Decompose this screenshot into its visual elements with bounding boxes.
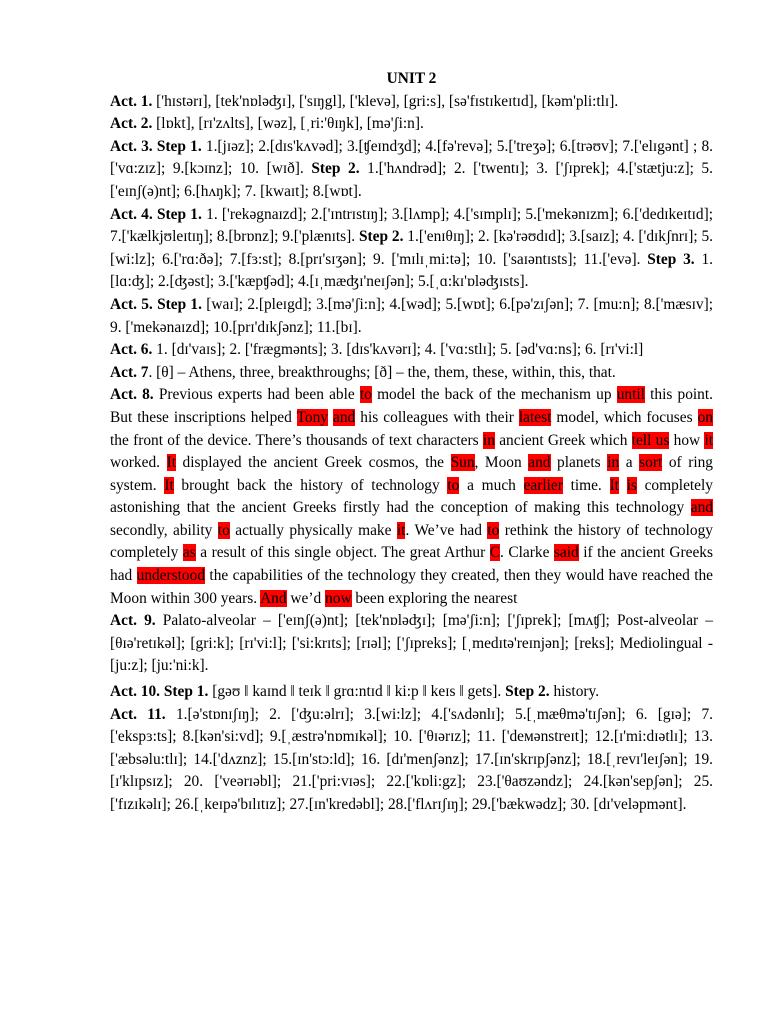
act-1 xyxy=(110,91,713,114)
act-5-step1-label: Step 1. xyxy=(157,295,202,313)
act-8-t2: model the back of the mechanism up xyxy=(371,386,617,404)
act-2-label: Act. 2. xyxy=(110,115,153,133)
act-7-label: Act. 7 xyxy=(110,363,149,381)
act-2-text: [lɒkt], [rɪ'zʌlts], [wəz], [ˌri:'θɪŋk], [mə'ʃi:n]. xyxy=(156,115,424,133)
act-8-t22: , Moon xyxy=(474,454,529,472)
highlight-word: to xyxy=(217,521,230,539)
act-1-label: Act. 1. xyxy=(110,92,153,110)
act-4-step2-label: Step 2. xyxy=(358,228,404,246)
act-3-step2-label: Step 2. xyxy=(311,160,360,178)
act-3-step1-text: 1.[jɪəz]; 2.[dɪs'kʌvəd]; 3.[ʧeɪndʒd]; 4.[fə'revə]; 5.['treʒə]; 6.[trəʊv]; 7.['elɪgənt] ; 8.['vɑ:zɪz]; 9.[kɔɪnz]; 10. [wɪð]. xyxy=(110,137,713,178)
act-5-label: Act. 5. xyxy=(110,295,153,313)
act-11-line1: 1.[ə'stɒnɪʃɪŋ]; 2. ['ʤu:əlrɪ]; 3.[wi:lz]; 4.['sʌdənlɪ]; 5.[ˌmæθmə'tɪʃən]; 6. [gɪə]; 7.['ekspɜ:ts]; 8.[kən'si:vd]; 9.[ˌæstrə'nɒmɪkəl]; 10. ['θɪərɪz]; 11. xyxy=(110,705,713,746)
highlight-word: in xyxy=(482,431,495,449)
highlight-word: now xyxy=(325,589,352,607)
act-11-line2: ['deмənstreɪt]; 12.[ɪ'mi:dɪətlɪ]; 13. ['æbsəlu:tlɪ]; 14.['dʌznz]; 15.[ɪn'stɔ:ld]; 16. [dɪ'menʃənz]; 17.[ɪn'skrɪpʃənz]; 18.[ˌrevɪ'leɪʃən]; 19. [ɪ'klɪpsɪz]; 20. ['veərɪəbl]; 21.['pri:vɪəs]; 22.['kɒli:gz]; 23.['θaʊzəndz]; 24.[kən'sepʃən]; 25. xyxy=(110,728,713,791)
highlight-word: and xyxy=(690,499,713,517)
highlight-word: Sun xyxy=(450,454,475,472)
act-10 xyxy=(110,681,713,704)
act-3-step1-label: Step 1. xyxy=(156,137,202,155)
act-8-label: Act. 8. xyxy=(110,386,154,404)
act-8-t34: time. xyxy=(562,476,610,494)
act-11 xyxy=(110,704,713,817)
act-6-label: Act. 6. xyxy=(110,341,153,359)
highlight-word: in xyxy=(607,454,620,472)
act-8-t30: brought back the history of technology xyxy=(173,476,448,494)
act-7 xyxy=(110,362,713,385)
act-10-label: Act. 10. xyxy=(110,683,161,701)
act-4 xyxy=(110,204,713,294)
act-9 xyxy=(110,610,713,678)
act-4-label: Act. 4. xyxy=(110,205,153,223)
act-4-step3-text: 1.[lɑ:ʤ]; 2.[ʤəst]; 3.['kæpʧəd]; 4.[ɪˌmæʤɪ'neɪʃən]; 5.[ˌɑ:kɪ'ɒləʤɪsts]. xyxy=(110,250,714,291)
act-8-t12: the front of the device. There’s thousands of text characters xyxy=(110,431,483,449)
act-8 xyxy=(110,384,713,610)
unit-title: UNIT 2 xyxy=(386,70,437,87)
act-9-label: Act. 9. xyxy=(110,612,156,630)
highlight-word: said xyxy=(553,544,579,562)
act-8-t38: completely astonishing that the ancient Greeks firstly had the conception of making this technology xyxy=(110,476,713,517)
highlight-word: and xyxy=(528,454,551,472)
act-10-step2-text: history. xyxy=(553,683,600,701)
act-6 xyxy=(110,339,713,362)
highlight-word: it xyxy=(396,521,406,539)
act-8-t58: been exploring the nearest xyxy=(351,589,518,607)
act-4-step1-text: 1. ['rekəgnaɪzd]; 2.['ɪntrɪstɪŋ]; 3.[lʌmp]; 4.['sɪmplɪ]; 5.['mekənɪzm]; 6.['dedɪkeɪtɪd]; 7.['kælkjʊleɪtɪŋ]; 8.[brɒnz]; 9.['plænɪts]. xyxy=(110,205,714,246)
highlight-word: earlier xyxy=(523,476,563,494)
highlight-word: as xyxy=(182,544,196,562)
act-8-t56: we’d xyxy=(286,589,326,607)
act-8-t8: his colleagues with their xyxy=(355,408,519,426)
act-8-t42: actually physically make xyxy=(229,521,397,539)
highlight-word: It xyxy=(609,476,619,494)
highlight-word: And xyxy=(260,589,287,607)
act-8-t18: worked. xyxy=(110,454,167,472)
act-1-text: ['hɪstərɪ], [tek'nɒləʤɪ], ['sɪŋgl], ['klevə], [gri:s], [sə'fɪstɪkeɪtɪd], [kəm'pli:tlɪ]. xyxy=(156,92,619,110)
act-5-step1-text: [waɪ]; 2.[pleɪgd]; 3.[mə'ʃi:n]; 4.[wəd]; 5.[wɒt]; 6.[pə'zɪʃən]; 7. [mu:n]; 8.['mæsɪv]; 9. ['mekənaɪzd]; 10.[prɪ'dɪkʃənz]; 11.[bɪ]. xyxy=(110,295,714,336)
act-8-t44: . We’ve had xyxy=(405,521,488,539)
act-8-t52: if the ancient Greeks had xyxy=(110,544,713,585)
highlight-word: It xyxy=(164,476,174,494)
highlight-word: C xyxy=(489,544,501,562)
act-8-t28: of ring system. xyxy=(110,454,714,494)
act-8-t16: how xyxy=(669,431,705,449)
highlight-word: it xyxy=(704,431,713,449)
highlight-word: to xyxy=(487,521,500,539)
act-8-t26: a xyxy=(619,454,640,472)
act-4-step2-text: 1.['enɪθɪŋ]; 2. [kə'rəʊdɪd]; 3.[saɪz]; 4. ['dɪkʃnrɪ]; 5. [wi:lz]; 6.['rɑ:ðə]; 7.[fɜ:st]; 8.[prɪ'sɪʒən]; 9. ['mɪlɪˌmi:tə]; 10. ['saɪəntɪsts]; 11.['evə]. xyxy=(110,228,714,268)
act-8-t14: ancient Greek which xyxy=(494,431,632,449)
act-11-line3: ['fɪzɪkəlɪ]; 26.[ˌkeɪpə'bɪlɪtɪz]; 27.[ɪn'kredəbl]; 28.['flʌrɪʃɪŋ]; 29.['bækwədz]; 30. [dɪ'veləpmənt]. xyxy=(110,796,687,813)
highlight-word: sort xyxy=(639,454,663,472)
act-8-t10: model, which focuses xyxy=(551,408,698,426)
act-3-label: Act. 3. xyxy=(110,137,153,155)
act-8-t4: this point. But these inscriptions helped xyxy=(110,386,714,426)
act-3-step2-text: 1.['hʌndrəd]; 2. ['twentɪ]; 3. ['ʃɪprek]; 4.['stætju:z]; 5.['eɪnʃ(ə)nt]; 6.[hʌŋk]; 7. [kwaɪt]; 8.[wɒt]. xyxy=(110,160,713,200)
highlight-word: It xyxy=(166,454,176,472)
act-2 xyxy=(110,113,713,136)
highlight-word: and xyxy=(333,408,356,426)
highlight-word: tell us xyxy=(631,431,670,449)
highlight-word: Tony xyxy=(296,408,328,426)
act-8-t36 xyxy=(619,477,627,494)
act-8-t50: . Clarke xyxy=(500,544,554,562)
act-8-t46: rethink the history of technology completely xyxy=(110,521,713,562)
highlight-word: on xyxy=(697,408,713,426)
highlight-word: latest xyxy=(518,408,552,426)
act-4-step3-label: Step 3. xyxy=(647,250,695,268)
act-10-step2-label: Step 2. xyxy=(505,683,550,701)
act-6-text: 1. [dɪ'vaɪs]; 2. ['frægmənts]; 3. [dɪs'kʌvərɪ]; 4. ['vɑ:stlɪ]; 5. [əd'vɑ:ns]; 6. [rɪ'vi:l] xyxy=(156,341,644,359)
act-11-label: Act. 11. xyxy=(110,705,166,723)
highlight-word: to xyxy=(447,476,460,494)
act-8-t32: a much xyxy=(459,476,524,494)
act-8-t24: planets xyxy=(550,454,608,472)
act-8-t54: the capabilities of the technology they created, then they would have reached the Moon within 300 years. xyxy=(110,567,713,607)
act-10-step1-label: Step 1. xyxy=(163,683,209,701)
act-7-text: . [θ] – Athens, three, breakthroughs; [ð] – the, them, these, within, this, that. xyxy=(148,363,616,381)
act-4-step1-label: Step 1. xyxy=(156,205,202,223)
highlight-word: to xyxy=(359,386,372,404)
highlight-word: is xyxy=(626,476,637,494)
act-8-t48: a result of this single object. The great Arthur xyxy=(195,544,490,562)
highlight-word: understood xyxy=(136,567,206,585)
act-8-t40: secondly, ability xyxy=(110,521,218,539)
act-3 xyxy=(110,136,713,204)
act-10-step1-text: [gəʊ ǁ kaɪnd ǁ teɪk ǁ grɑ:ntɪd ǁ ki:p ǁ keɪs ǁ gets]. xyxy=(212,683,502,701)
highlight-word: until xyxy=(616,386,645,404)
act-8-t0: Previous experts had been able xyxy=(153,386,360,404)
act-5 xyxy=(110,294,713,339)
act-8-t20: displayed the ancient Greek cosmos, the xyxy=(175,454,451,472)
act-9-text: Palato-alveolar – ['eɪnʃ(ə)nt]; [tek'nɒləʤɪ]; [mə'ʃi:n]; ['ʃɪprek]; [mʌʧ]; Post-alveolar – [θɪə'retɪkəl]; [gri:k]; [rɪ'vi:l]; ['si:krɪts]; [rɪəl]; ['ʃɪpreks]; [ˌmedɪtə'reɪnjən]; [reks]; Mediolingual - [ju:z]; [ju:'ni:k]. xyxy=(110,612,713,675)
